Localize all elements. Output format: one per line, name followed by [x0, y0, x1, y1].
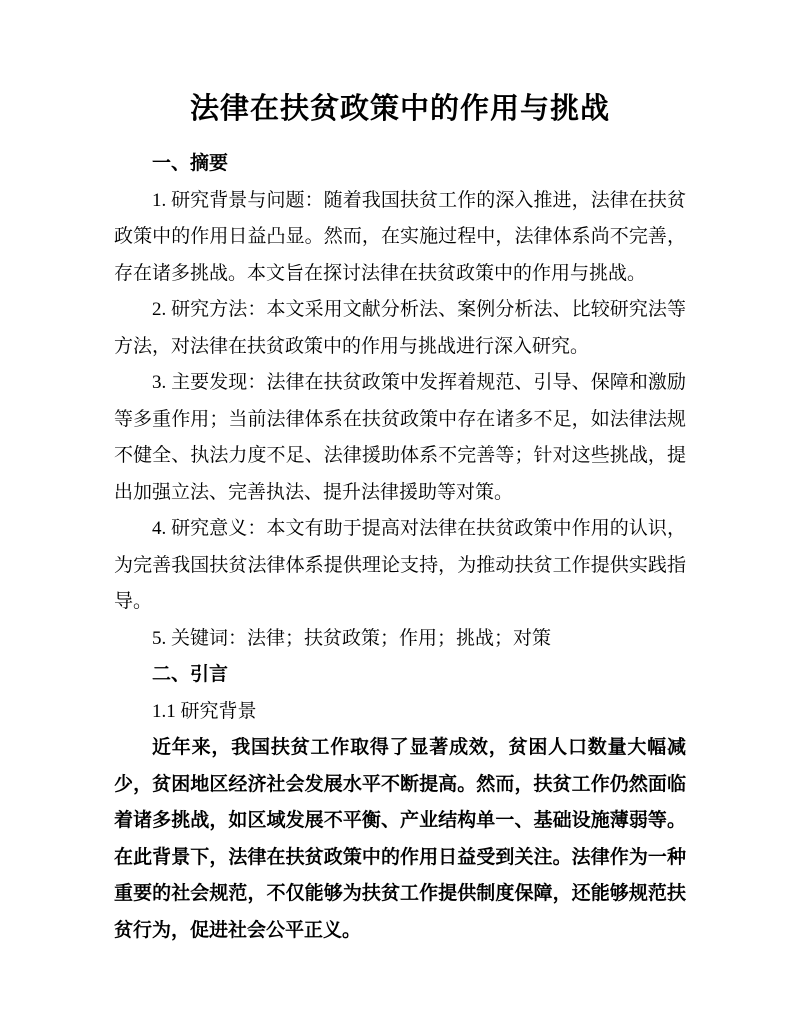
- paragraph-keywords: 5. 关键词：法律；扶贫政策；作用；挑战；对策: [152, 627, 552, 649]
- paragraph-main-findings: 3. 主要发现：法律在扶贫政策中发挥着规范、引导、保障和激励等多重作用；当前法律体系在扶贫政策中存在诸多不足，如法律法规不健全、执法力度不足、法律援助体系不完善等；针对这些挑战，提出加强立法、完善执法、提升法律援助等对策。: [114, 372, 686, 503]
- paragraph-research-background-problem: 1. 研究背景与问题：随着我国扶贫工作的深入推进，法律在扶贫政策中的作用日益凸显。然而，在实施过程中，法律体系尚不完善，存在诸多挑战。本文旨在探讨法律在扶贫政策中的作用与挑战。: [114, 189, 686, 284]
- paragraph-introduction-body: 近年来，我国扶贫工作取得了显著成效，贫困人口数量大幅减少，贫困地区经济社会发展水平不断提高。然而，扶贫工作仍然面临着诸多挑战，如区域发展不平衡、产业结构单一、基础设施薄弱等。在此背景下，法律在扶贫政策中的作用日益受到关注。法律作为一种重要的社会规范，不仅能够为扶贫工作提供制度保障，还能够规范扶贫行为，促进社会公平正义。: [114, 737, 686, 941]
- section-heading-abstract: 一、摘要: [152, 153, 229, 174]
- paragraph-research-significance: 4. 研究意义：本文有助于提高对法律在扶贫政策中作用的认识，为完善我国扶贫法律体系提供理论支持，为推动扶贫工作提供实践指导。: [114, 518, 686, 612]
- section-heading-introduction: 二、引言: [152, 664, 229, 685]
- document-title: 法律在扶贫政策中的作用与挑战: [189, 93, 610, 125]
- subsection-heading-research-background: 1.1 研究背景: [152, 700, 257, 722]
- paragraph-research-methods: 2. 研究方法：本文采用文献分析法、案例分析法、比较研究法等方法，对法律在扶贫政策中的作用与挑战进行深入研究。: [114, 299, 686, 357]
